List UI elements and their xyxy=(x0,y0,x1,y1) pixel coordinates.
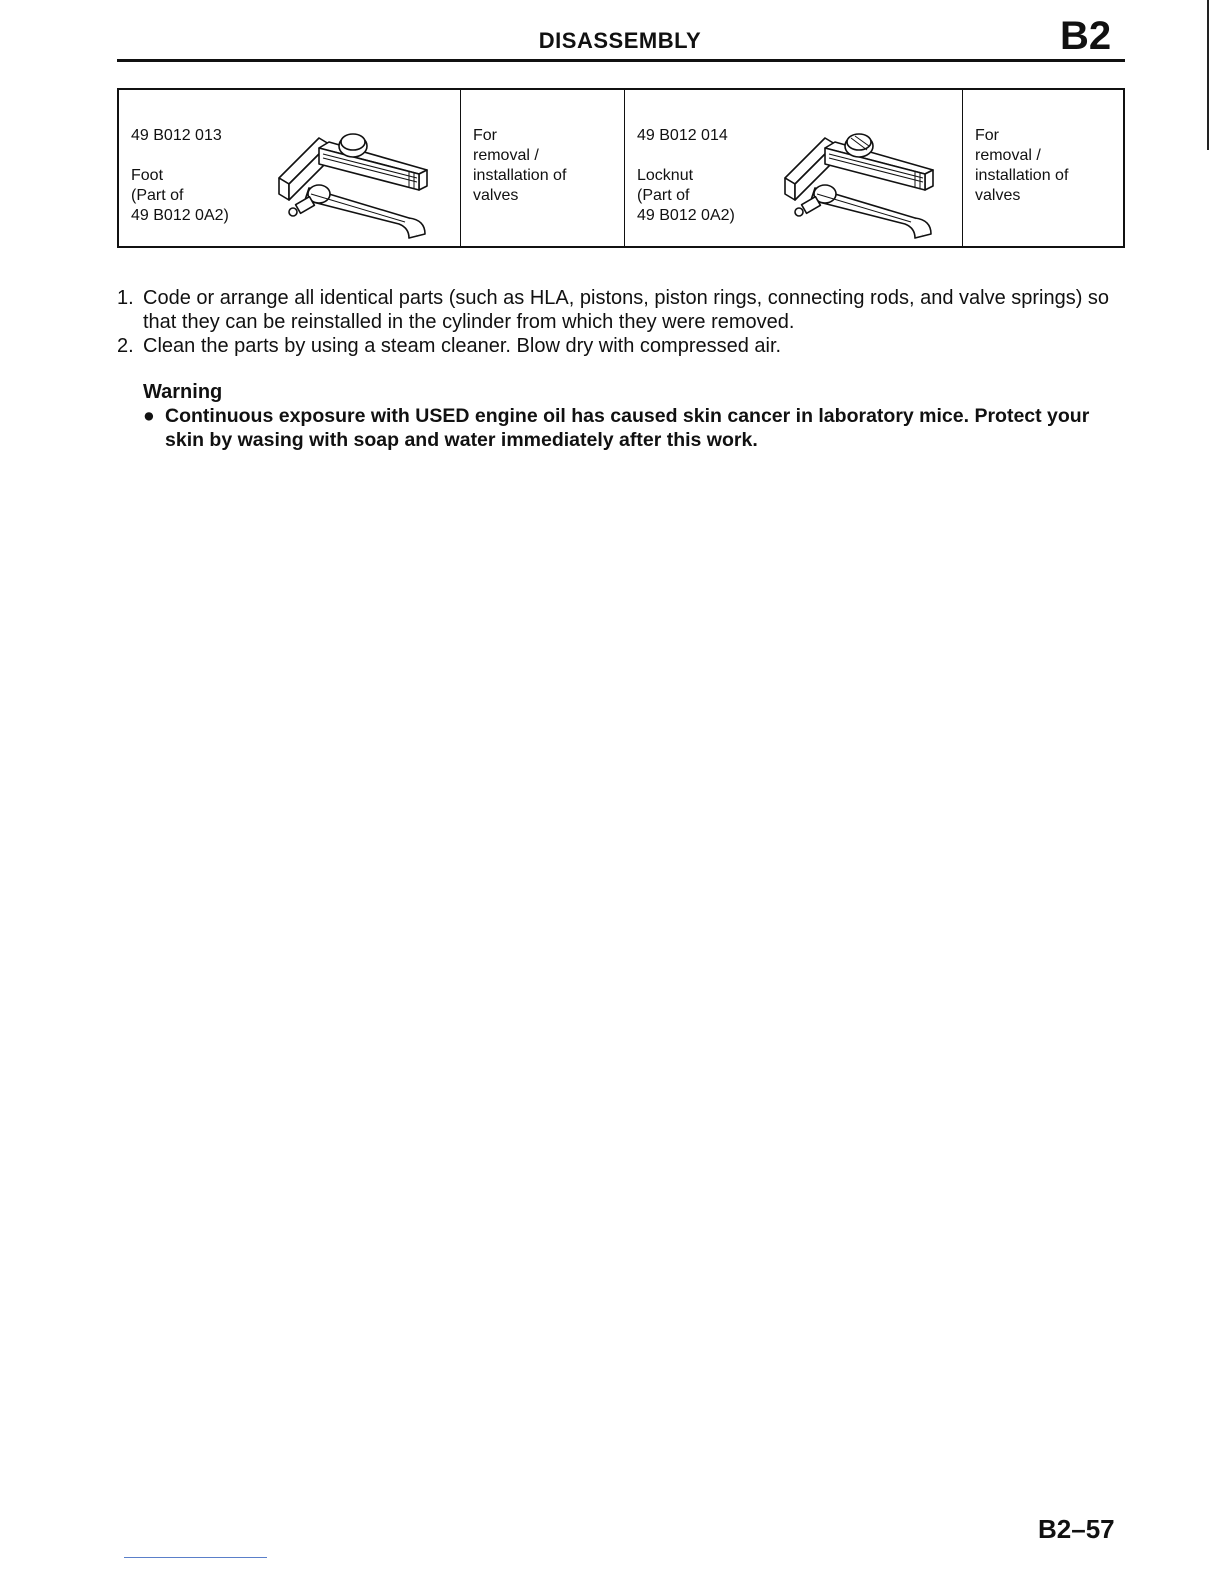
warning-text: Continuous exposure with USED engine oil has caused skin cancer in laboratory mice. Protect your skin by wasing with soap and water immediately after this work. xyxy=(165,405,1090,451)
tool-number-1: 49 B012 013 xyxy=(131,127,222,144)
page-title: DISASSEMBLY xyxy=(538,28,702,53)
tool-name-line: (Part of xyxy=(131,187,184,204)
tool-name-line: 49 B012 0A2) xyxy=(131,207,229,224)
tool-info-1 xyxy=(131,126,229,226)
purpose-line: For xyxy=(473,127,497,144)
tool-purpose-cell-1 xyxy=(461,90,625,246)
purpose-line: valves xyxy=(975,187,1021,204)
purpose-line: valves xyxy=(473,187,519,204)
valve-spring-compressor-foot-drawing xyxy=(259,108,449,246)
purpose-line: installation of xyxy=(975,167,1069,184)
step-number: 1. xyxy=(117,287,134,309)
page-number: B2–57 xyxy=(1038,1514,1115,1544)
purpose-line: installation of xyxy=(473,167,567,184)
bullet-icon: ● xyxy=(143,405,155,427)
procedure-step xyxy=(117,334,1127,358)
warning-block xyxy=(143,380,1133,452)
tool-name-line: Locknut xyxy=(637,167,694,184)
special-tools-table xyxy=(117,88,1125,248)
step-text: Code or arrange all identical parts (such as HLA, pistons, piston rings, connecting rods, and valve springs) so that they can be reinstalled in the cylinder from which they were removed. xyxy=(143,287,1110,333)
step-number: 2. xyxy=(117,335,134,357)
section-code: B2 xyxy=(1060,14,1112,58)
purpose-line: For xyxy=(975,127,999,144)
purpose-line: removal / xyxy=(975,147,1041,164)
warning-item xyxy=(143,404,1133,452)
procedure-step xyxy=(117,286,1127,334)
scan-artifact-line xyxy=(124,1557,267,1558)
tool-number-2: 49 B012 014 xyxy=(637,127,728,144)
valve-spring-compressor-locknut-drawing xyxy=(765,108,955,246)
page-edge-mark xyxy=(1207,0,1209,150)
tool-cell-1 xyxy=(119,90,461,246)
tool-purpose-2 xyxy=(975,126,1068,206)
tool-info-2 xyxy=(637,126,735,226)
step-text: Clean the parts by using a steam cleaner. Blow dry with compressed air. xyxy=(143,335,782,357)
warning-heading: Warning xyxy=(143,381,223,403)
tool-cell-2 xyxy=(625,90,963,246)
tool-purpose-1 xyxy=(473,126,566,206)
tool-name-line: Foot xyxy=(131,167,164,184)
tool-name-line: (Part of xyxy=(637,187,690,204)
tool-name-line: 49 B012 0A2) xyxy=(637,207,735,224)
tool-purpose-cell-2 xyxy=(963,90,1123,246)
procedure-steps xyxy=(117,286,1127,358)
purpose-line: removal / xyxy=(473,147,539,164)
header-rule xyxy=(117,59,1125,62)
